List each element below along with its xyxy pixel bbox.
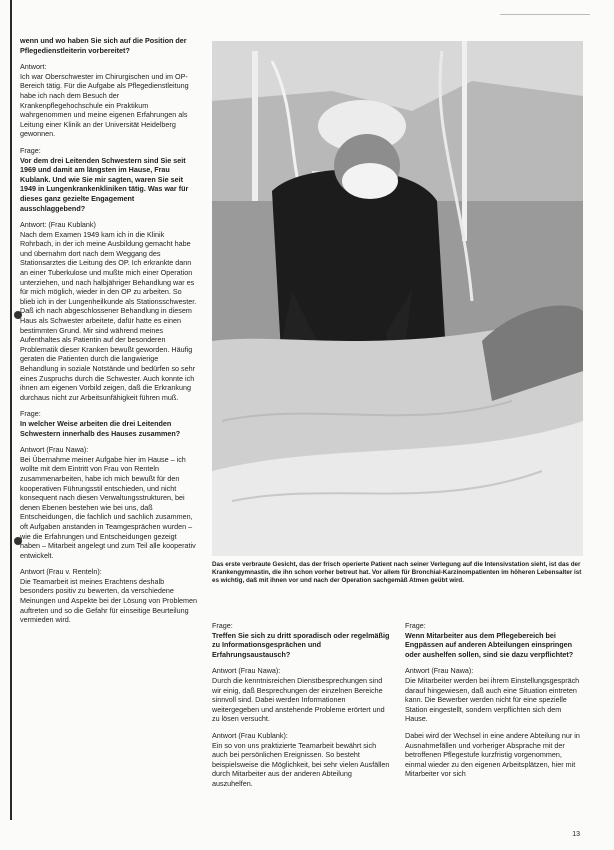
question-label: Frage: <box>212 621 233 630</box>
answer-label: Antwort: <box>20 62 47 72</box>
answer-block <box>212 731 392 789</box>
answer-text: Ich war Oberschwester im Chirurgischen und im OP-Bereich tätig. Für die Aufgabe als Pflegedienstleitung habe ich nach dem Besuch der Krankenpflegehochschule ein Praktikum wahrgenommen und meine eigenen Erfahrungen als Leitung einer Klinik an der Universität Heidelberg gewonnen. <box>20 71 189 139</box>
question-label: Frage: <box>405 621 426 630</box>
answer-label: Antwort (Frau v. Renteln): <box>20 567 102 577</box>
answer-block <box>20 567 198 625</box>
answer-label: Antwort: (Frau Kublank) <box>20 220 96 230</box>
binding-edge <box>10 0 12 820</box>
answer-block <box>20 62 198 139</box>
question-block <box>405 621 583 659</box>
answer-text: Ein so von uns praktizierte Teamarbeit bewährt sich auch bei persönlichen Ereignissen. So besteht beispielsweise die Möglichkeit, bei sehr vielen Ausfällen durch Mitarbeiter aus der anderen Abteilung auszuhelfen. <box>212 740 390 788</box>
question-block <box>212 621 392 659</box>
question-text: Vor dem drei Leitenden Schwestern sind Sie seit 1969 und damit am längsten im Hause, Frau Kublank. Und wie Sie mir sagten, waren Sie seit 1949 in Lungenkrankenkliniken tätig. Was war für dieses ganz gezielte Engagement ausschlaggebend? <box>20 155 189 213</box>
answer-text: Die Teamarbeit ist meines Erachtens deshalb besonders positiv zu bewerten, da verschiedene Meinungen und Aspekte bei der Lösung von Problemen auftreten und so die Gefahr für einseitige Beurteilung vermieden wird. <box>20 576 198 625</box>
answer-label: Antwort (Frau Nawa): <box>20 445 89 455</box>
nurse-with-patient-photo <box>212 41 583 556</box>
question-label: Frage: <box>20 145 41 155</box>
answer-label: Antwort (Frau Kublank): <box>212 730 288 740</box>
question-block <box>20 146 198 213</box>
photo-caption: Das erste verbraute Gesicht, das der frisch operierte Patient nach seiner Verlegung auf die Intensivstation sieht, ist das der Krankengymnastin, die ihn schon vorher betreut hat. Vor allem für Bronchial-Karzinompatienten im höheren Lebensalter ist es wichtig, daß mit ihnen vor und nach der Operation sachgemäß Atmen geübt wird. <box>212 561 582 585</box>
answer-block <box>20 220 198 402</box>
answer-label: Antwort (Frau Nawa): <box>405 666 474 676</box>
answer-block <box>212 666 392 724</box>
answer-block <box>405 666 583 724</box>
answer-block <box>20 445 198 560</box>
question-text: wenn und wo haben Sie sich auf die Position der Pflegedienstleiterin vorbereitet? <box>20 36 187 55</box>
answer-text: Durch die kenntnisreichen Dienstbesprechungen sind wir einig, daß Besprechungen der einzelnen Bereiche sinnvoll sind. Dabei werden Informationen weitergegeben und anstehende Probleme erörtert und zu lösen versucht. <box>212 675 385 724</box>
answer-text: Dabei wird der Wechsel in eine andere Abteilung nur in Ausnahmefällen und vorheriger Absprache mit der betroffenen Pflegestufe kurzfristig vorgenommen, einmal wieder zu den eigenen Arbeitsplätzen, hier mit Mitarbeiter vor sich <box>405 730 580 779</box>
question-text: In welcher Weise arbeiten die drei Leitenden Schwestern innerhalb des Hauses zusammen? <box>20 418 181 438</box>
question-text: Wenn Mitarbeiter aus dem Pflegebereich bei Engpässen auf anderen Abteilungen einspringen oder aushelfen sollen, sind sie dazu verpflichtet? <box>405 630 574 659</box>
page-number: 13 <box>572 831 580 838</box>
question-label: Frage: <box>20 409 41 419</box>
header-rule <box>500 14 590 15</box>
question-text: Treffen Sie sich zu dritt sporadisch oder regelmäßig zu Informationsgesprächen und Erfahrungsaustausch? <box>212 630 390 659</box>
answer-text: Bei Übernahme meiner Aufgabe hier im Hause – ich wollte mit dem Eintritt von Frau von Renteln zusammenarbeiten, habe ich mich bewußt für den kooperativen Führungsstil entschieden, und nicht konsequent nach diesen Verwaltungsstrukturen, bei denen Ebenen bestehen wie bei uns, daß Entscheidungen, die fachlich und sachlich zusammen, oft Aufgaben anstanden in Teamgesprächen wurden – wie die Erfahrungen und Entscheidungen gezeigt haben – Mitarbeit angelegt und zum Teil alle kooperativ entwickelt. <box>20 454 196 560</box>
answer-text: Nach dem Examen 1949 kam ich in die Klinik Rohrbach, in der ich meine Ausbildung gemacht habe und übernahm dort nach dem Weggang des Stationsarztes die Leitung des OP. Ich erkrankte dann an einer Tuberkulose und mußte mich einer Operation unterziehen, und nach halbjähriger Behandlung war es für mich möglich, wieder in den OP zu arbeiten. So blieb ich in der Lungenheilkunde als Stationsschwester. Daß ich nach abgeschlossener Behandlung in diesem Haus als Schwester arbeitete, dafür hatte es einen bestimmten Grund. Mir sind während meines Aufenthaltes als Patientin auf der besonderen Problematik dieser Kranken bewußt geworden. Häufig geraten die Patienten durch die langwierige Behandlung in soziale Notstände und bedürfen so sehr eines Zuspruchs durch die Schwester. Auch konnte ich ihnen am eigenen Vorbild zeigen, daß die Erkrankung durchaus nicht zur Arbeitsunfähigkeit führen muß. <box>20 229 197 402</box>
middle-column <box>212 621 392 796</box>
left-column <box>20 36 198 632</box>
question-block <box>20 409 198 438</box>
answer-text: Die Mitarbeiter werden bei ihrem Einstellungsgespräch darauf hingewiesen, daß auch eine Situation eintreten kann. Die Bewerber werden nicht für eine spezielle Station eingestellt, sondern verpflichten sich dem Hause. <box>405 675 580 724</box>
right-column <box>405 621 583 786</box>
answer-label: Antwort (Frau Nawa): <box>212 666 281 676</box>
